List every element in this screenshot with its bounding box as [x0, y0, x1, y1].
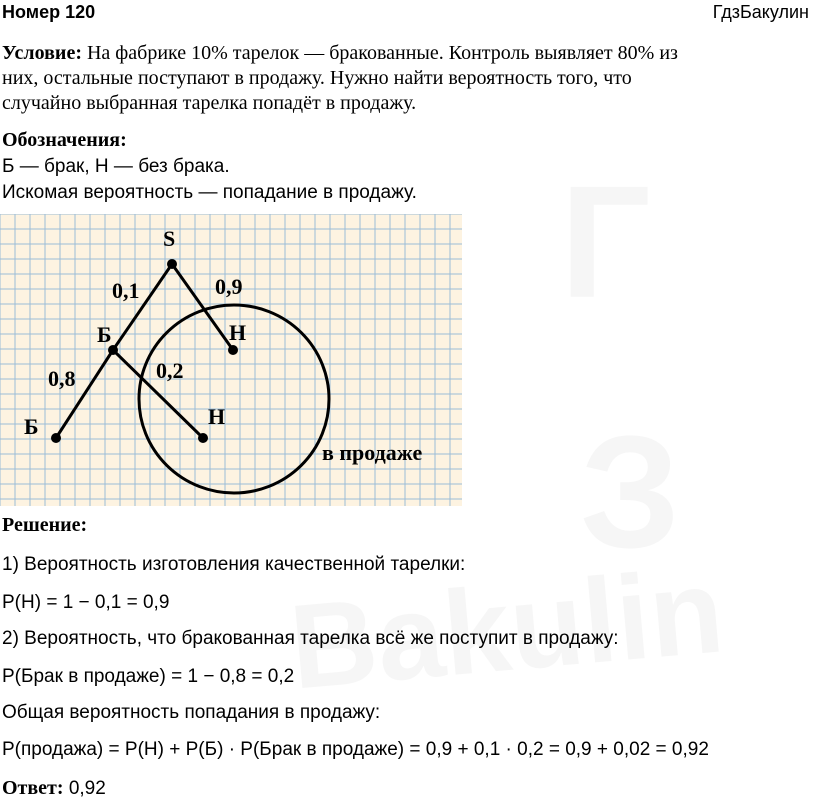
- node-b2-dot: [51, 433, 61, 443]
- label-node-s: S: [163, 226, 176, 251]
- label-prob-0-2: 0,2: [156, 358, 184, 383]
- page-header: [0, 0, 813, 24]
- answer-value: 0,92: [63, 778, 106, 799]
- condition-text-1: На фабрике 10% тарелок — бракованные. Контроль выявляет 80% из: [81, 42, 678, 64]
- label-node-n1: Н: [229, 320, 247, 345]
- answer-line: [2, 776, 810, 801]
- solution-eq-2: P(Брак в продаже) = 1 − 0,8 = 0,2: [2, 666, 295, 687]
- solution-label: Решение:: [2, 514, 88, 536]
- label-node-n2: Н: [208, 404, 226, 429]
- solution-eq-3: P(продажа) = P(Н) + P(Б) · P(Брак в продаже) = 0,9 + 0,1 · 0,2 = 0,9 + 0,02 = 0,92: [2, 739, 709, 760]
- answer-label: Ответ:: [2, 777, 64, 799]
- node-s-dot: [167, 259, 177, 269]
- notation-label: Обозначения:: [2, 129, 127, 151]
- probability-tree-figure: [0, 214, 462, 506]
- condition-line-3: случайно выбранная тарелка попадёт в продажу.: [2, 92, 417, 114]
- label-node-b1: Б: [97, 322, 112, 347]
- label-node-b2: Б: [24, 414, 39, 439]
- label-prob-0-9: 0,9: [215, 274, 243, 299]
- solution-eq-1: P(Н) = 1 − 0,1 = 0,9: [2, 592, 170, 613]
- condition-label: Условие:: [2, 42, 82, 64]
- label-on-sale: в продаже: [322, 440, 423, 465]
- brand-name: ГдзБакулин: [712, 2, 809, 22]
- notation-line-2: Искомая вероятность — попадание в продажу.: [2, 182, 417, 203]
- problem-number: Номер 120: [2, 2, 96, 22]
- label-prob-0-1: 0,1: [112, 278, 140, 303]
- solution-step-2: 2) Вероятность, что бракованная тарелка всё же поступит в продажу:: [2, 628, 619, 649]
- node-n1-dot: [228, 345, 238, 355]
- solution-step-3: Общая вероятность попадания в продажу:: [2, 702, 381, 723]
- notation-line-1: Б — брак, Н — без брака.: [2, 156, 230, 177]
- solution-step-1: 1) Вероятность изготовления качественной тарелки:: [2, 554, 466, 575]
- label-prob-0-8: 0,8: [48, 366, 76, 391]
- condition-line-2: них, остальные поступают в продажу. Нужно найти вероятность того, что: [2, 67, 632, 89]
- node-n2-dot: [198, 433, 208, 443]
- condition-line-1: [2, 41, 810, 65]
